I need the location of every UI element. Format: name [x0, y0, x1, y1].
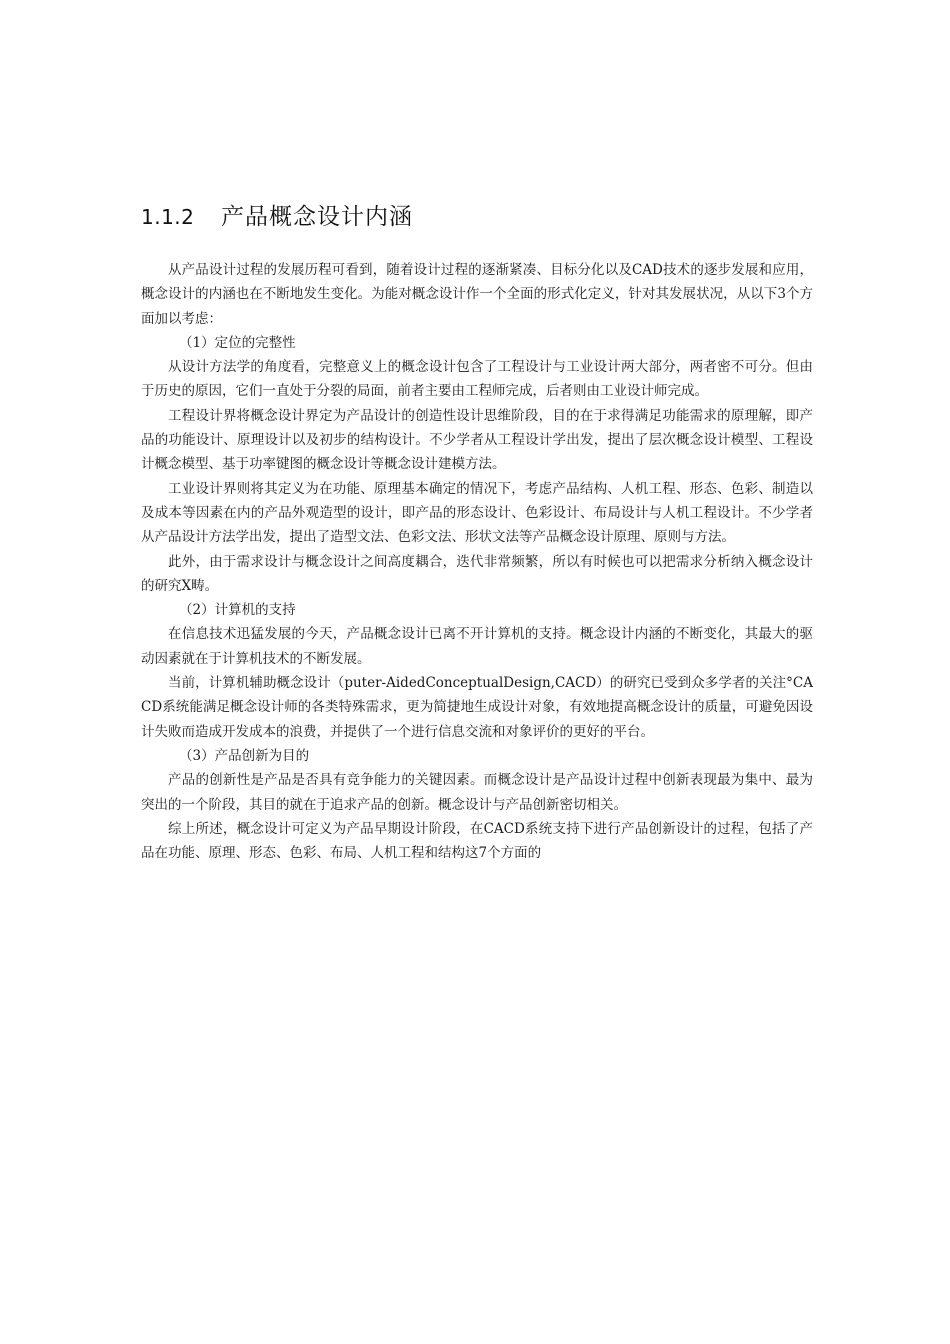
paragraph-intro: 从产品设计过程的发展历程可看到，随着设计过程的逐渐紧凑、目标分化以及CAD技术的逐步发展和应用，概念设计的内涵也在不断地发生变化。为能对概念设计作一个全面的形式化定义，针对其发展状况，从以下3个方面加以考虑：: [141, 262, 813, 327]
subheading-positioning: （1）定位的完整性: [179, 334, 296, 351]
section-heading: [141, 198, 413, 238]
paragraph-methodology: 从设计方法学的角度看，完整意义上的概念设计包含了工程设计与工业设计两大部分，两者密不可分。但由于历史的原因，它们一直处于分裂的局面，前者主要由工程师完成，后者则由工业设计师完成。: [141, 359, 813, 400]
paragraph-requirements: 此外，由于需求设计与概念设计之间高度耦合，迭代非常频繁，所以有时候也可以把需求分析纳入概念设计的研究X畴。: [141, 553, 813, 594]
paragraph-summary: 综上所述，概念设计可定义为产品早期设计阶段，在CACD系统支持下进行产品创新设计的过程，包括了产品在功能、原理、形态、色彩、布局、人机工程和结构这7个方面的: [141, 820, 813, 862]
paragraph-innovation: 产品的创新性是产品是否具有竞争能力的关键因素。而概念设计是产品设计过程中创新表现最为集中、最为突出的一个阶段，其目的就在于追求产品的创新。概念设计与产品创新密切相关。: [141, 772, 813, 813]
paragraph-information-technology: 在信息技术迅猛发展的今天，产品概念设计已离不开计算机的支持。概念设计内涵的不断变化，其最大的驱动因素就在于计算机技术的不断发展。: [141, 626, 813, 667]
paragraph-engineering-design: 工程设计界将概念设计界定为产品设计的创造性设计思维阶段，目的在于求得满足功能需求的原理解，即产品的功能设计、原理设计以及初步的结构设计。不少学者从工程设计学出发，提出了层次概念设计模型、工程设计概念模型、基于功率键图的概念设计等概念设计建模方法。: [141, 407, 813, 473]
section-title: 产品概念设计内涵: [221, 204, 413, 230]
document-body: [141, 258, 813, 865]
paragraph-industrial-design: 工业设计界则将其定义为在功能、原理基本确定的情况下，考虑产品结构、人机工程、形态、色彩、制造以及成本等因素在内的产品外观造型的设计，即产品的形态设计、色彩设计、布局设计与人机工程设计。不少学者从产品设计方法学出发，提出了造型文法、色彩文法、形状文法等产品概念设计原理、原则与方法。: [141, 480, 813, 546]
subheading-computer-support: （2）计算机的支持: [179, 602, 296, 619]
section-number: 1.1.2: [141, 205, 195, 229]
subheading-innovation: （3）产品创新为目的: [179, 747, 310, 764]
paragraph-cacd: 当前，计算机辅助概念设计（puter-AidedConceptualDesign,CACD）的研究已受到众多学者的关注°CACD系统能满足概念设计师的各类特殊需求，更为简捷地生成设计对象，有效地提高概念设计的质量，可避免因设计失败而造成开发成本的浪费，并提供了一个进行信息交流和对象评价的更好的平台。: [141, 675, 813, 740]
